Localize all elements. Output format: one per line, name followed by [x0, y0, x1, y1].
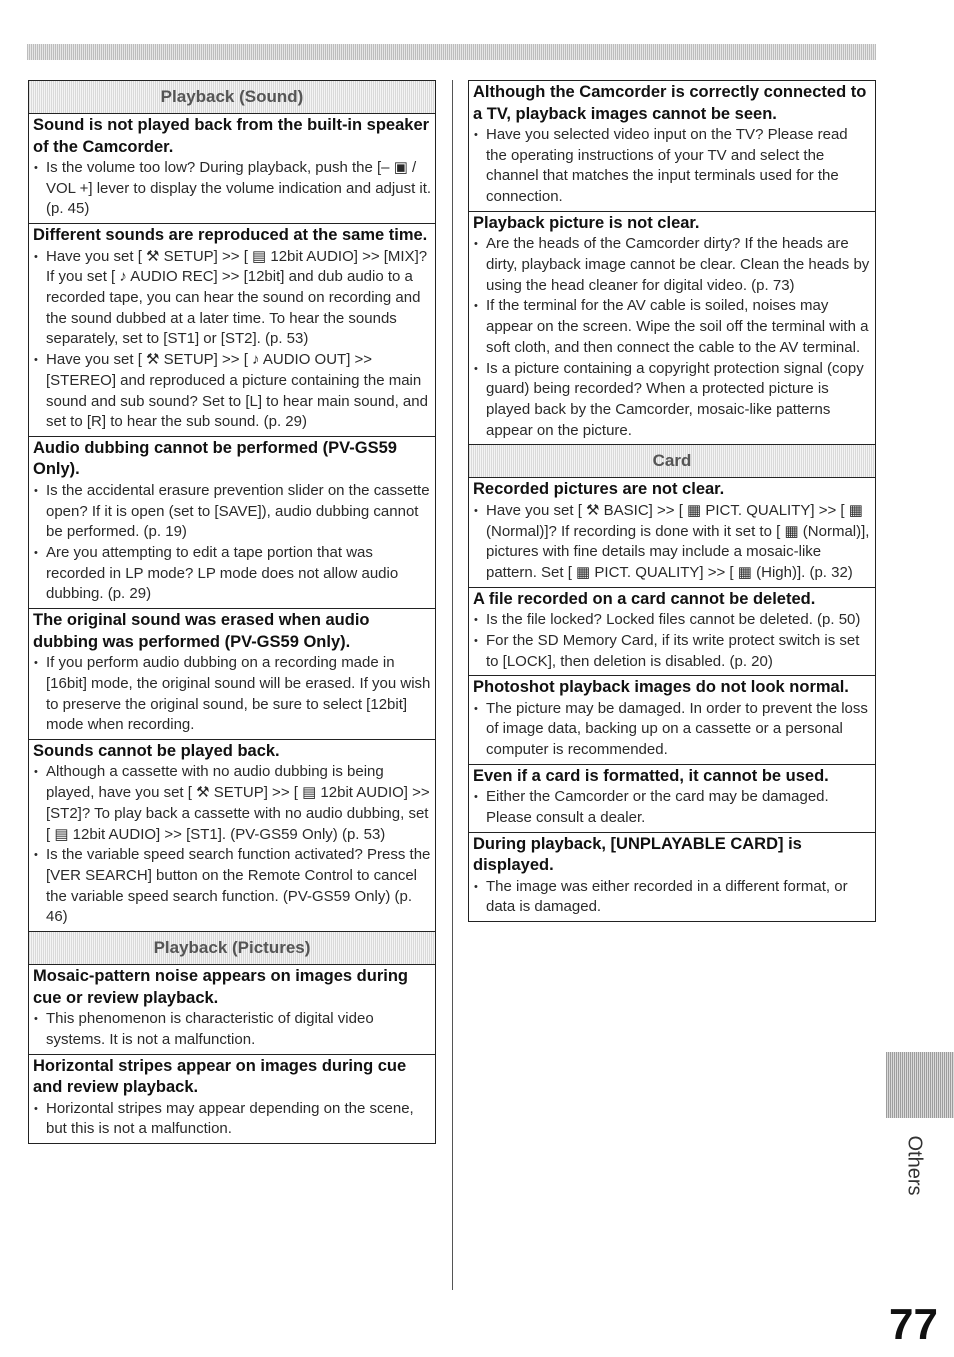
- entry-question: Playback picture is not clear.: [473, 213, 700, 232]
- entry-question: The original sound was erased when audio dubbing was performed (PV-GS59 Only).: [33, 611, 370, 651]
- troubleshooting-entry: [469, 478, 875, 587]
- entry-answer-item: • Is a picture containing a copyright protection signal (copy guard) being recorded? When a protected picture is played back by the Camcorder, mosaic-like patterns appear on the picture.: [473, 359, 872, 442]
- entry-answer-item: • Is the accidental erasure prevention slider on the cassette open? If it is open (set to [SAVE]), audio dubbing cannot be performed. (p. 19): [33, 481, 432, 543]
- entry-answer-item: • The image was either recorded in a different format, or data is damaged.: [473, 877, 872, 918]
- entry-answers: [473, 501, 872, 584]
- entry-answer-item: • Have you set [ ⚒ SETUP] >> [ ♪ AUDIO OUT] >> [STEREO] and reproduced a picture containing the main sound and sub sound? Set to [L] to hear main sound, and set to [R] to hear the sub sound. (p. 29): [33, 350, 432, 433]
- troubleshooting-entry: [29, 224, 435, 437]
- troubleshooting-entry: [469, 765, 875, 833]
- entry-answers: [473, 610, 872, 672]
- entry-answer-item: • The picture may be damaged. In order to prevent the loss of image data, backing up on a cassette or a personal computer is recommended.: [473, 699, 872, 761]
- entry-answers: [33, 1099, 432, 1140]
- troubleshooting-entry: [469, 588, 875, 677]
- entry-answers: [473, 699, 872, 761]
- section-header: Playback (Pictures): [29, 932, 435, 965]
- entry-answers: [33, 653, 432, 736]
- entry-answer-item: • Although a cassette with no audio dubbing is being played, have you set [ ⚒ SETUP] >> [ ▤ 12bit AUDIO] >> [ST2]? To play back a cassette with no audio dubbing, set [ ▤ 12bit AUDIO] >> [ST1]. (PV-GS59 Only) (p. 53): [33, 762, 432, 845]
- page-number: 77: [889, 1300, 938, 1349]
- entry-answers: [33, 481, 432, 605]
- troubleshooting-entry: [469, 212, 875, 446]
- column-divider: [452, 80, 453, 1290]
- entry-answers: [473, 877, 872, 918]
- entry-question: Photoshot playback images do not look normal.: [473, 678, 849, 697]
- entry-answer-item: • Is the variable speed search function activated? Press the [VER SEARCH] button on the Remote Control to cancel the variable speed search function. (PV-GS59 Only) (p. 46): [33, 845, 432, 928]
- troubleshooting-entry: [29, 114, 435, 224]
- entry-question: Different sounds are reproduced at the same time.: [33, 226, 428, 245]
- side-tab-marker: [886, 1052, 954, 1118]
- troubleshooting-entry: [29, 437, 435, 609]
- section-header: Card: [469, 445, 875, 478]
- troubleshooting-entry: [469, 833, 875, 921]
- entry-answer-item: • Is the volume too low? During playback, push the [– ▣ / VOL +] lever to display the volume indication and adjust it. (p. 45): [33, 158, 432, 220]
- entry-answers: [33, 158, 432, 220]
- entry-question: Recorded pictures are not clear.: [473, 480, 725, 499]
- entry-answer-item: • If you perform audio dubbing on a recording made in [16bit] mode, the original sound will be erased. If you wish to preserve the original sound, be sure to select [12bit] mode when recording.: [33, 653, 432, 736]
- entry-answer-item: • For the SD Memory Card, if its write protect switch is set to [LOCK], then deletion is disabled. (p. 20): [473, 631, 872, 672]
- troubleshooting-entry: [29, 740, 435, 932]
- entry-question: Horizontal stripes appear on images during cue and review playback.: [33, 1056, 407, 1096]
- entry-question: Audio dubbing cannot be performed (PV-GS59 Only).: [33, 438, 397, 479]
- troubleshooting-entry: [469, 81, 875, 212]
- entry-answer-item: • Are you attempting to edit a tape portion that was recorded in LP mode? LP mode does not allow audio dubbing. (p. 29): [33, 543, 432, 605]
- entry-answer-item: • Either the Camcorder or the card may be damaged. Please consult a dealer.: [473, 787, 872, 828]
- entry-answer-item: • This phenomenon is characteristic of digital video systems. It is not a malfunction.: [33, 1009, 432, 1050]
- entry-answer-item: • Have you set [ ⚒ SETUP] >> [ ▤ 12bit AUDIO] >> [MIX]? If you set [ ♪ AUDIO REC] >> [12bit] and dub audio to a recorded tape, you can hear the sound on recording and the sound dubbed at a later time. To hear the sounds separately, set to [ST1] or [ST2]. (p. 53): [33, 247, 432, 351]
- entry-answers: [473, 125, 872, 208]
- entry-answer-item: • Are the heads of the Camcorder dirty? If the heads are dirty, playback image cannot be clear. Clean the heads by using the head cleaner for digital video. (p. 73): [473, 234, 872, 296]
- entry-answer-item: • If the terminal for the AV cable is soiled, noises may appear on the screen. Wipe the soil off the terminal with a soft cloth, and then connect the cable to the AV terminal.: [473, 296, 872, 358]
- entry-answers: [473, 787, 872, 828]
- troubleshooting-entry: [29, 1055, 435, 1143]
- entry-question: A file recorded on a card cannot be deleted.: [473, 589, 816, 608]
- entry-answer-item: • Have you selected video input on the TV? Please read the operating instructions of your TV and select the channel that matches the input terminals used for the connection.: [473, 125, 872, 208]
- entry-question: Even if a card is formatted, it cannot be used.: [473, 766, 829, 785]
- right-column: [468, 80, 876, 922]
- troubleshooting-entry: [29, 965, 435, 1054]
- entry-question: Sound is not played back from the built-in speaker of the Camcorder.: [33, 116, 430, 156]
- entry-answer-item: • Horizontal stripes may appear depending on the scene, but this is not a malfunction.: [33, 1099, 432, 1140]
- entry-question: Although the Camcorder is correctly connected to a TV, playback images cannot be seen.: [473, 83, 867, 123]
- troubleshooting-entry: [469, 676, 875, 765]
- entry-answers: [33, 247, 432, 433]
- entry-answers: [33, 762, 432, 928]
- section-header: Playback (Sound): [29, 81, 435, 114]
- entry-answers: [33, 1009, 432, 1050]
- left-column: [28, 80, 436, 1144]
- entry-answer-item: • Have you set [ ⚒ BASIC] >> [ ▦ PICT. QUALITY] >> [ ▦ (Normal)]? If recording is done with it set to [ ▦ (Normal)], pictures with fine details may include a mosaic-like pattern. Set [ ▦ PICT. QUALITY] >> [ ▦ (High)]. (p. 32): [473, 501, 872, 584]
- entry-question: During playback, [UNPLAYABLE CARD] is displayed.: [473, 834, 802, 875]
- entry-question: Mosaic-pattern noise appears on images during cue or review playback.: [33, 967, 408, 1007]
- entry-question: Sounds cannot be played back.: [33, 741, 280, 760]
- entry-answers: [473, 234, 872, 441]
- entry-answer-item: • Is the file locked? Locked files cannot be deleted. (p. 50): [473, 610, 872, 631]
- troubleshooting-entry: [29, 609, 435, 740]
- side-tab-label: Others: [903, 1134, 926, 1196]
- top-decorative-bar: [27, 44, 876, 60]
